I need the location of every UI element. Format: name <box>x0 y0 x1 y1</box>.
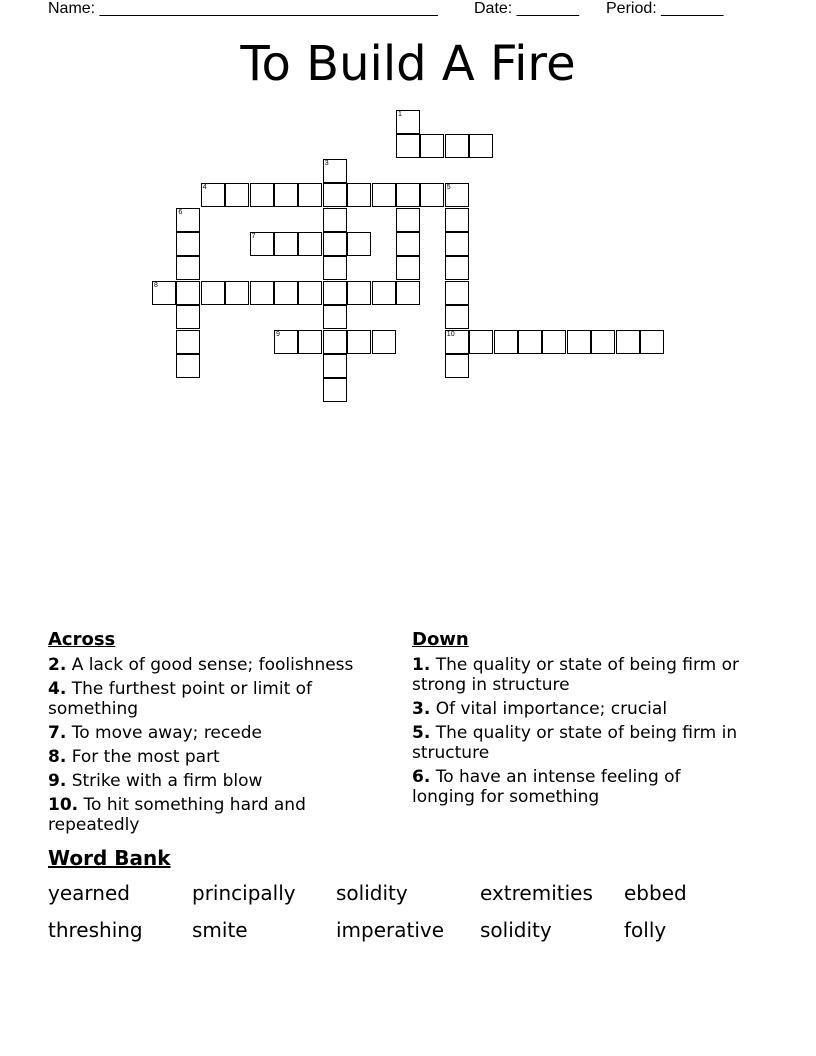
crossword-cell[interactable] <box>176 330 200 354</box>
word-bank-word: solidity <box>336 881 408 905</box>
clue-number: 7 <box>251 233 256 240</box>
down-clue <box>412 723 742 763</box>
crossword-cell[interactable] <box>176 232 200 256</box>
crossword-cell[interactable] <box>567 330 591 354</box>
clue-number-label: 1. <box>412 655 431 675</box>
crossword-cell[interactable] <box>298 281 322 305</box>
crossword-grid <box>0 0 816 420</box>
across-clue <box>48 795 378 835</box>
crossword-cell[interactable] <box>396 134 420 158</box>
word-bank <box>48 882 768 942</box>
crossword-cell[interactable] <box>494 330 518 354</box>
across-clue <box>48 723 378 743</box>
crossword-cell[interactable] <box>323 208 347 232</box>
crossword-cell[interactable] <box>298 330 322 354</box>
word-bank-word: principally <box>192 881 296 905</box>
crossword-cell[interactable] <box>176 305 200 329</box>
down-clue <box>412 767 742 807</box>
crossword-cell[interactable] <box>225 183 249 207</box>
clue-number: 8 <box>154 281 158 289</box>
crossword-cell[interactable] <box>420 134 444 158</box>
crossword-cell[interactable] <box>347 183 371 207</box>
across-clue <box>48 655 378 675</box>
crossword-cell[interactable] <box>298 183 322 207</box>
clue-text: A lack of good sense; foolishness <box>71 655 354 675</box>
crossword-cell[interactable] <box>298 232 322 256</box>
crossword-cell[interactable] <box>323 159 347 183</box>
crossword-cell[interactable] <box>445 281 469 305</box>
crossword-cell[interactable] <box>396 110 420 134</box>
clue-number: 1 <box>398 111 402 118</box>
clue-text: Strike with a firm blow <box>71 771 263 791</box>
crossword-cell[interactable] <box>152 281 176 305</box>
across-clue <box>48 771 378 791</box>
crossword-cell[interactable] <box>640 330 664 354</box>
word-bank-word: imperative <box>336 918 445 942</box>
name-field-label: Name: ______________________________________ <box>48 0 438 17</box>
period-field-label: Period: _______ <box>606 0 724 17</box>
down-clue-list <box>412 655 742 811</box>
crossword-cell[interactable] <box>201 183 225 207</box>
across-clue-list <box>48 655 378 839</box>
crossword-cell[interactable] <box>250 232 274 256</box>
crossword-cell[interactable] <box>396 208 420 232</box>
clue-number: 5 <box>446 184 451 192</box>
clue-number: 6 <box>178 208 183 216</box>
crossword-cell[interactable] <box>372 330 396 354</box>
date-field-label: Date: _______ <box>474 0 579 17</box>
down-clue <box>412 699 742 719</box>
clue-number-label: 5. <box>412 723 431 743</box>
clue-text: To have an intense feeling of longing for something <box>412 767 681 807</box>
across-clue <box>48 747 378 767</box>
crossword-cell[interactable] <box>445 232 469 256</box>
crossword-cell[interactable] <box>176 354 200 378</box>
crossword-cell[interactable] <box>445 354 469 378</box>
word-bank-word: ebbed <box>624 881 687 905</box>
word-bank-word: extremities <box>480 881 593 905</box>
clue-number: 3 <box>324 159 329 167</box>
clue-number-label: 3. <box>412 699 431 719</box>
clue-text: For the most part <box>71 747 220 767</box>
clue-number-label: 8. <box>48 747 67 767</box>
crossword-cell[interactable] <box>323 305 347 329</box>
crossword-cell[interactable] <box>323 378 347 402</box>
across-heading: Across <box>48 629 116 650</box>
crossword-cell[interactable] <box>420 183 444 207</box>
clue-text: To move away; recede <box>71 723 262 743</box>
crossword-cell[interactable] <box>542 330 566 354</box>
word-bank-heading: Word Bank <box>48 846 171 870</box>
crossword-cell[interactable] <box>372 281 396 305</box>
crossword-cell[interactable] <box>518 330 542 354</box>
crossword-cell[interactable] <box>396 183 420 207</box>
crossword-cell[interactable] <box>396 256 420 280</box>
word-bank-word: solidity <box>480 918 552 942</box>
across-clue <box>48 679 378 719</box>
crossword-cell[interactable] <box>323 354 347 378</box>
crossword-cell[interactable] <box>347 281 371 305</box>
crossword-cell[interactable] <box>274 330 298 354</box>
clue-number-label: 9. <box>48 771 67 791</box>
crossword-cell[interactable] <box>591 330 615 354</box>
clue-text: The quality or state of being firm or strong in structure <box>412 655 740 695</box>
clue-text: Of vital importance; crucial <box>435 699 668 719</box>
crossword-cell[interactable] <box>323 256 347 280</box>
clue-number-label: 4. <box>48 679 67 699</box>
crossword-cell[interactable] <box>323 281 347 305</box>
crossword-cell[interactable] <box>396 281 420 305</box>
crossword-cell[interactable] <box>323 330 347 354</box>
word-bank-word: threshing <box>48 918 143 942</box>
crossword-cell[interactable] <box>347 232 371 256</box>
page-title: To Build A Fire <box>240 36 576 92</box>
word-bank-word: smite <box>192 918 248 942</box>
crossword-cell[interactable] <box>372 183 396 207</box>
crossword-cell[interactable] <box>176 256 200 280</box>
crossword-cell[interactable] <box>274 183 298 207</box>
clue-number-label: 6. <box>412 767 431 787</box>
crossword-cell[interactable] <box>445 330 469 354</box>
crossword-cell[interactable] <box>347 330 371 354</box>
clue-text: The quality or state of being firm in structure <box>412 723 738 763</box>
crossword-cell[interactable] <box>201 281 225 305</box>
crossword-cell[interactable] <box>274 232 298 256</box>
crossword-cell[interactable] <box>445 183 469 207</box>
crossword-cell[interactable] <box>445 305 469 329</box>
crossword-cell[interactable] <box>250 183 274 207</box>
clue-number-label: 7. <box>48 723 67 743</box>
crossword-cell[interactable] <box>250 281 274 305</box>
clue-text: To hit something hard and repeatedly <box>48 795 306 835</box>
clue-number-label: 2. <box>48 655 67 675</box>
down-clue <box>412 655 742 695</box>
crossword-cell[interactable] <box>469 330 493 354</box>
clue-number: 10 <box>446 330 455 338</box>
clue-number: 9 <box>276 330 280 338</box>
crossword-cell[interactable] <box>176 208 200 232</box>
crossword-cell[interactable] <box>469 134 493 158</box>
clue-number: 4 <box>202 184 207 192</box>
crossword-cell[interactable] <box>616 330 640 354</box>
down-heading: Down <box>412 629 469 650</box>
word-bank-word: yearned <box>48 881 130 905</box>
word-bank-word: folly <box>624 918 667 942</box>
clue-number-label: 10. <box>48 795 79 815</box>
crossword-cell[interactable] <box>323 232 347 256</box>
crossword-cell[interactable] <box>445 208 469 232</box>
crossword-cell[interactable] <box>225 281 249 305</box>
crossword-cell[interactable] <box>445 256 469 280</box>
crossword-cell[interactable] <box>176 281 200 305</box>
crossword-cell[interactable] <box>323 183 347 207</box>
crossword-cell[interactable] <box>274 281 298 305</box>
crossword-cell[interactable] <box>396 232 420 256</box>
crossword-cell[interactable] <box>445 134 469 158</box>
clue-text: The furthest point or limit of something <box>48 679 313 719</box>
